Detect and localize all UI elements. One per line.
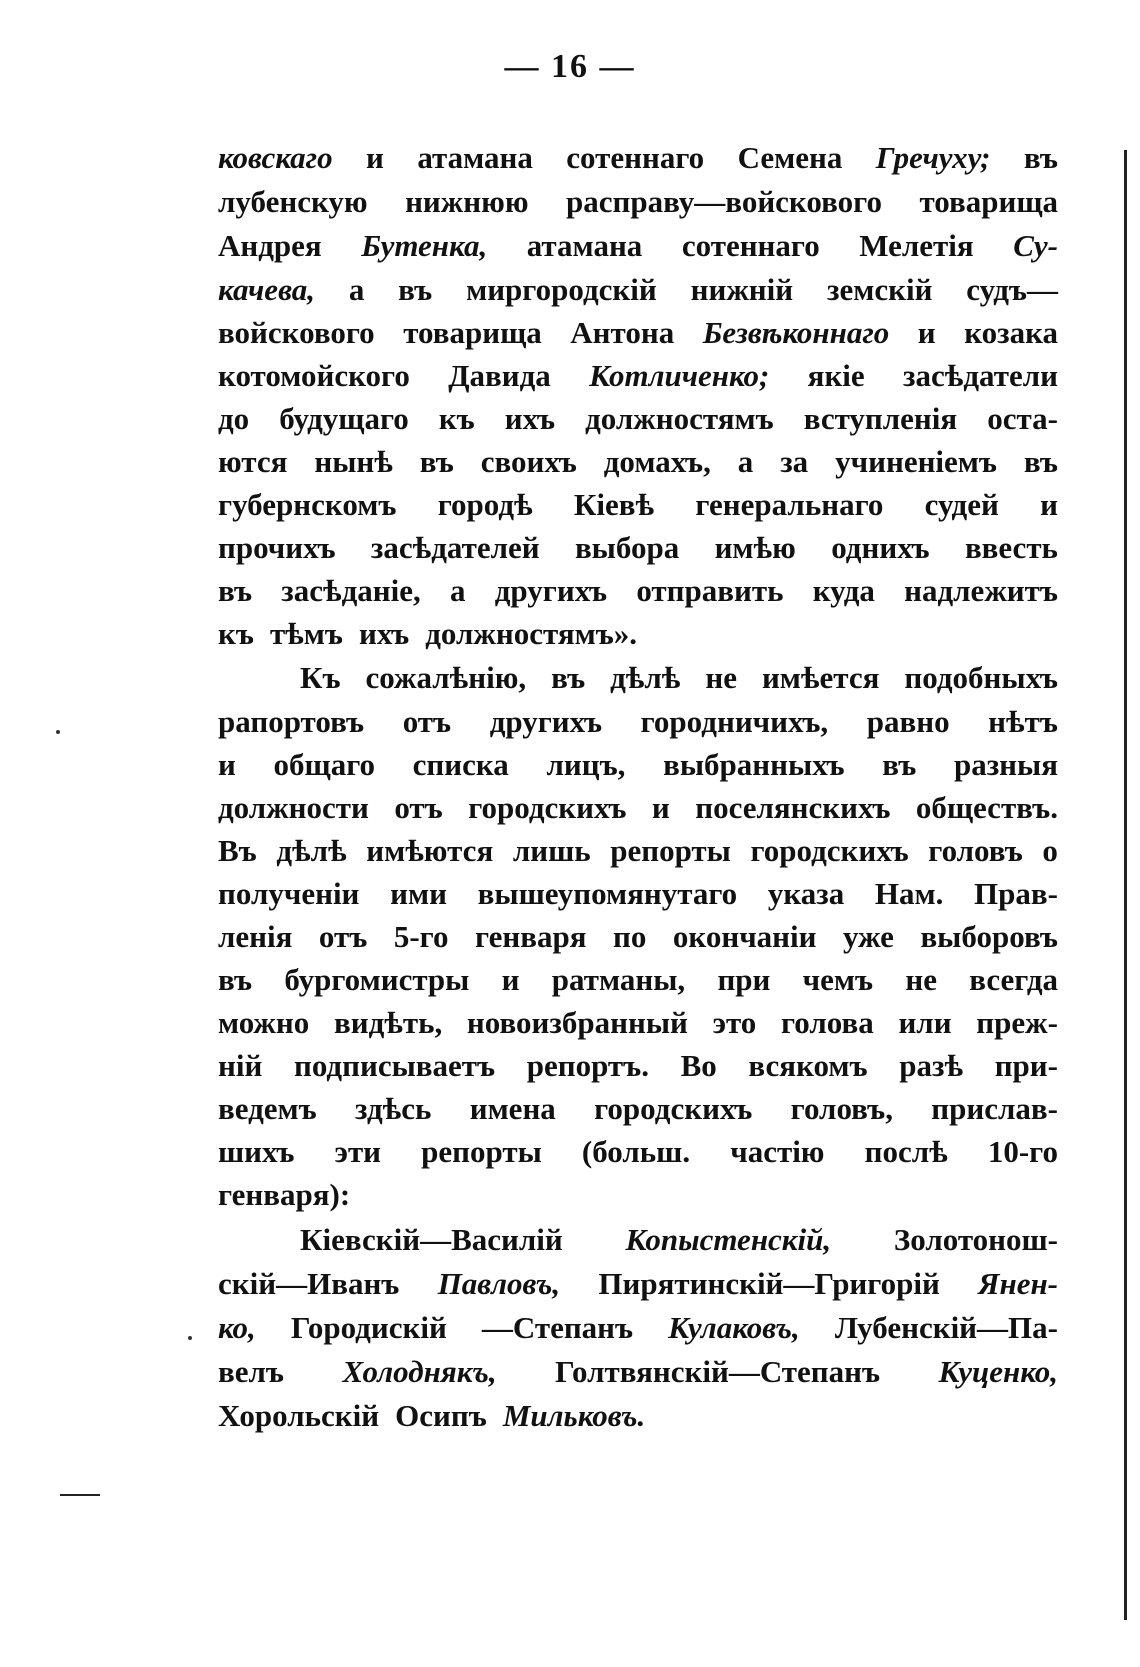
word: при- xyxy=(994,1048,1058,1083)
word: ратманы, xyxy=(551,962,686,997)
word: своихъ xyxy=(480,444,577,479)
text-line xyxy=(218,573,1058,619)
word: (больш. xyxy=(581,1134,691,1169)
word: указа xyxy=(767,876,845,911)
text-line xyxy=(300,1222,1058,1268)
word: Лубенскій—Па- xyxy=(834,1310,1058,1345)
word: а xyxy=(737,444,754,479)
word: должности xyxy=(218,790,369,825)
word: городскихъ xyxy=(468,790,627,825)
word: въ xyxy=(218,962,253,997)
word: Гречуху; xyxy=(875,140,991,175)
word: или xyxy=(898,1005,952,1040)
word: ими xyxy=(390,876,447,911)
word: въ xyxy=(218,573,253,608)
word: Су- xyxy=(1013,228,1058,263)
text-line xyxy=(218,358,1058,404)
word: и xyxy=(218,747,236,782)
word: Андрея xyxy=(218,228,322,263)
word: подписываетъ xyxy=(293,1048,496,1083)
word: должностямъ». xyxy=(425,616,638,651)
word: дѣлѣ xyxy=(276,833,347,868)
word: къ xyxy=(218,616,254,651)
text-line xyxy=(218,228,1058,274)
text-line xyxy=(218,833,1058,879)
word: имѣется xyxy=(761,660,880,695)
word: видѣть, xyxy=(333,1005,443,1040)
text-line xyxy=(218,401,1058,447)
word: Кіевскій—Василій xyxy=(300,1222,563,1257)
text-line xyxy=(218,704,1058,750)
word: шихъ xyxy=(218,1134,295,1169)
word: рапортовъ xyxy=(218,704,365,739)
word: не xyxy=(905,962,937,997)
word: нѣтъ xyxy=(988,704,1058,739)
text-line xyxy=(218,616,1058,662)
text-line xyxy=(218,184,1058,230)
word: ній xyxy=(218,1048,263,1083)
word: Кулаковъ, xyxy=(668,1310,800,1345)
word: 10-го xyxy=(987,1134,1058,1169)
word: другихъ xyxy=(489,704,603,739)
word: бургомистры xyxy=(284,962,470,997)
word: отъ xyxy=(394,790,443,825)
word: Во xyxy=(680,1048,717,1083)
word: земскій xyxy=(827,272,933,307)
text-line xyxy=(218,487,1058,533)
word: въ xyxy=(419,444,454,479)
word: генваря xyxy=(474,919,587,954)
word: отъ xyxy=(402,704,452,739)
word: въ xyxy=(398,272,433,307)
word: головъ, xyxy=(790,1091,893,1126)
word: а xyxy=(450,573,466,608)
word: прочихъ xyxy=(218,530,336,565)
word: Котличенко; xyxy=(589,358,770,393)
word: однихъ xyxy=(831,530,930,565)
word: Голтвянскій—Степанъ xyxy=(555,1354,881,1389)
word: и xyxy=(651,790,670,825)
word: ихъ xyxy=(358,616,410,651)
word: это xyxy=(712,1005,757,1040)
word: списка xyxy=(412,747,509,782)
page-number: — 16 — xyxy=(504,48,636,85)
text-line xyxy=(218,876,1058,922)
word: засѣдатели xyxy=(903,358,1058,393)
word: разѣ xyxy=(899,1048,964,1083)
word: Бутенка, xyxy=(361,228,488,263)
word: куда xyxy=(812,573,875,608)
word: козака xyxy=(964,315,1058,350)
text-line xyxy=(218,315,1058,361)
word: городѣ xyxy=(437,487,533,522)
text-line xyxy=(218,444,1058,490)
word: Давида xyxy=(448,358,551,393)
word: не xyxy=(705,660,737,695)
word: атамана xyxy=(526,228,643,263)
word: имена xyxy=(469,1091,556,1126)
word: скій—Иванъ xyxy=(218,1266,400,1301)
word: выбора xyxy=(574,530,680,565)
word: ведемъ xyxy=(218,1091,317,1126)
word: лишь xyxy=(512,833,591,868)
word: отправить xyxy=(636,573,784,608)
word: ко, xyxy=(218,1310,256,1345)
word: Холоднякъ, xyxy=(342,1354,497,1389)
word: головъ xyxy=(928,833,1023,868)
text-line xyxy=(218,1005,1058,1051)
word: Золотонош- xyxy=(893,1222,1058,1257)
text-line xyxy=(218,1091,1058,1137)
word: Янен- xyxy=(978,1266,1058,1301)
word: якіе xyxy=(807,358,865,393)
text-line xyxy=(218,919,1058,965)
word: котомойского xyxy=(218,358,410,393)
word: Къ xyxy=(300,660,341,695)
word: учиненіемъ xyxy=(835,444,997,479)
word: и xyxy=(501,962,520,997)
word: равно xyxy=(866,704,950,739)
text-line xyxy=(218,747,1058,793)
word: Нам. xyxy=(874,876,944,911)
word: по xyxy=(613,919,647,954)
word: о xyxy=(1042,833,1058,868)
word: лицъ, xyxy=(546,747,626,782)
text-line xyxy=(218,962,1058,1008)
word: въ xyxy=(551,660,586,695)
word: полученіи xyxy=(218,876,360,911)
word: ввесть xyxy=(964,530,1058,565)
word: Мильковъ. xyxy=(502,1398,646,1433)
word: прислав- xyxy=(931,1091,1058,1126)
word: и xyxy=(366,140,384,175)
word: уже xyxy=(843,919,894,954)
word: засѣданіе, xyxy=(281,573,421,608)
word: надлежитъ xyxy=(904,573,1058,608)
word: будущаго xyxy=(279,401,409,436)
word: —Степанъ xyxy=(481,1310,634,1345)
word: другихъ xyxy=(494,573,608,608)
word: Въ xyxy=(218,833,257,868)
word: Кіевѣ xyxy=(573,487,655,522)
word: въ xyxy=(1023,140,1058,175)
word: Павловъ, xyxy=(437,1266,561,1301)
word: Пирятинскій—Григорій xyxy=(598,1266,940,1301)
word: разныя xyxy=(953,747,1058,782)
word: дѣлѣ xyxy=(610,660,681,695)
word: новоизбранный xyxy=(466,1005,688,1040)
word: выборовъ xyxy=(920,919,1058,954)
word: и xyxy=(917,315,936,350)
word: Мелетія xyxy=(859,228,974,263)
text-line xyxy=(218,1177,1058,1223)
word: Городискій xyxy=(290,1310,447,1345)
word: эти xyxy=(334,1134,382,1169)
word: Копыстенскій, xyxy=(625,1222,832,1257)
word: 5-го xyxy=(393,919,449,954)
word: а xyxy=(348,272,365,307)
word: всякомъ xyxy=(748,1048,868,1083)
word: городскихъ xyxy=(594,1091,753,1126)
word: до xyxy=(218,401,250,436)
word: миргородскій xyxy=(466,272,657,307)
word: товарища xyxy=(919,184,1058,219)
text-line xyxy=(218,790,1058,836)
word: въ xyxy=(1023,444,1058,479)
word: за xyxy=(780,444,809,479)
word: оста- xyxy=(987,401,1058,436)
word: всегда xyxy=(969,962,1058,997)
word: подобныхъ xyxy=(904,660,1058,695)
word: городничихъ, xyxy=(640,704,829,739)
word: голова xyxy=(780,1005,874,1040)
word: нижнюю xyxy=(405,184,529,219)
word: выбранныхъ xyxy=(663,747,845,782)
word: расправу—войскового xyxy=(566,184,882,219)
word: и xyxy=(1040,487,1058,522)
word: товарища xyxy=(403,315,542,350)
text-line xyxy=(218,1310,1058,1356)
paper-speck xyxy=(56,730,60,734)
word: можно xyxy=(218,1005,310,1040)
word: сотеннаго xyxy=(566,140,705,175)
word: домахъ, xyxy=(603,444,711,479)
text-line xyxy=(218,1048,1058,1094)
text-line xyxy=(218,1354,1058,1400)
word: вступленія xyxy=(803,401,958,436)
word: ленія xyxy=(218,919,293,954)
word: сожалѣнію, xyxy=(365,660,527,695)
word: Безвѣконнаго xyxy=(702,315,890,350)
word: при xyxy=(717,962,771,997)
word: велъ xyxy=(218,1354,284,1389)
word: имѣю xyxy=(714,530,796,565)
word: тѣмъ xyxy=(269,616,343,651)
word: судей xyxy=(924,487,999,522)
word: репорты xyxy=(421,1134,542,1169)
word: атамана xyxy=(417,140,533,175)
word: генеральнаго xyxy=(695,487,884,522)
word: репорты xyxy=(610,833,731,868)
word: лубенскую xyxy=(218,184,368,219)
word: должностямъ xyxy=(585,401,774,436)
word: обществъ. xyxy=(915,790,1058,825)
word: общаго xyxy=(273,747,376,782)
word: Прав- xyxy=(974,876,1058,911)
word: въ xyxy=(882,747,917,782)
word: Хорольскій xyxy=(218,1398,380,1433)
word: преж- xyxy=(976,1005,1058,1040)
word: засѣдателей xyxy=(370,530,540,565)
paper-speck xyxy=(188,1336,192,1340)
word: качева, xyxy=(218,272,315,307)
text-line xyxy=(218,1266,1058,1312)
word: Куценко, xyxy=(938,1354,1058,1389)
word: отъ xyxy=(318,919,368,954)
word: ются xyxy=(218,444,288,479)
text-line xyxy=(218,272,1058,318)
word: Антона xyxy=(570,315,675,350)
word: послѣ xyxy=(864,1134,948,1169)
word: поселянскихъ xyxy=(695,790,891,825)
word: частію xyxy=(730,1134,825,1169)
word: сотеннаго xyxy=(681,228,820,263)
word: къ xyxy=(438,401,475,436)
word: чемъ xyxy=(802,962,874,997)
text-line xyxy=(218,530,1058,576)
word: Осипъ xyxy=(395,1398,487,1433)
word: ковскаго xyxy=(218,140,333,175)
word: репортъ. xyxy=(526,1048,649,1083)
text-line xyxy=(300,660,1058,706)
word: здѣсь xyxy=(355,1091,432,1126)
text-line xyxy=(218,1134,1058,1180)
word: нижній xyxy=(690,272,794,307)
word: окончаніи xyxy=(672,919,817,954)
word: судъ— xyxy=(966,272,1058,307)
word: ихъ xyxy=(504,401,556,436)
word: городскихъ xyxy=(750,833,909,868)
page-edge-line xyxy=(1124,150,1127,1620)
word: Семена xyxy=(737,140,843,175)
word: нынѣ xyxy=(314,444,393,479)
margin-dash xyxy=(60,1494,100,1496)
word: имѣются xyxy=(366,833,494,868)
word: генваря): xyxy=(218,1177,351,1212)
word: войскового xyxy=(218,315,375,350)
text-line xyxy=(218,1398,1058,1444)
word: губернскомъ xyxy=(218,487,397,522)
text-line xyxy=(218,140,1058,186)
word: вышеупомянутаго xyxy=(477,876,738,911)
